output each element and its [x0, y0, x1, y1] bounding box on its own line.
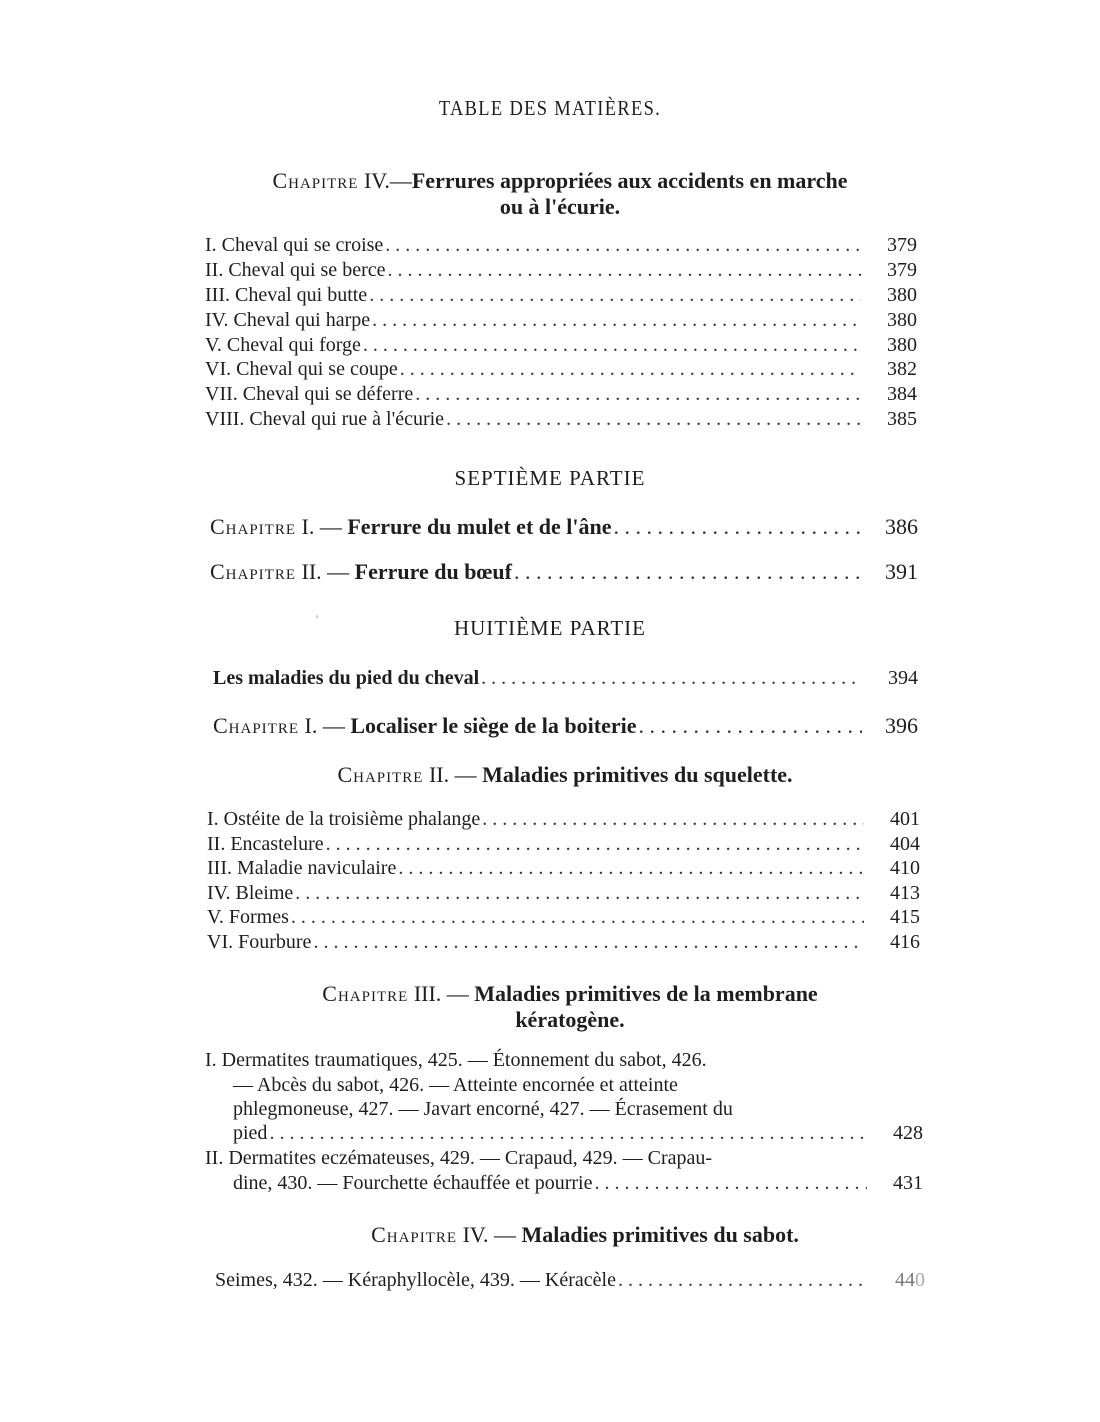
leader-dots	[387, 258, 861, 283]
chapter-numeral: IV. —	[462, 1222, 516, 1247]
chapter-prefix: Chapitre	[322, 981, 409, 1006]
leader-dots	[481, 666, 862, 691]
toc-entry[interactable]	[207, 905, 920, 930]
entry-label: V. Formes	[207, 906, 289, 928]
toc-entry	[233, 1171, 923, 1196]
entry-label: Chapitre I. — Localiser le siège de la boiterie	[213, 713, 637, 738]
leader-dots	[638, 714, 862, 739]
leader-dots	[372, 308, 861, 333]
chapter-prefix: Chapitre	[371, 1222, 458, 1247]
toc-entry[interactable]	[205, 407, 917, 432]
leader-dots	[313, 930, 864, 955]
entry-label: IV. Bleime	[207, 882, 294, 904]
leader-dots	[291, 905, 864, 930]
toc-entry[interactable]	[205, 333, 917, 358]
chapter-4-heading	[200, 168, 920, 220]
entry-label: Seimes, 432. — Kéraphyllocèle, 439. — Kéracèle	[215, 1269, 616, 1291]
chapter-title-cont: ou à l'écurie.	[499, 194, 621, 219]
entry-label: pied	[233, 1122, 268, 1144]
page-title: TABLE DES MATIÈRES.	[438, 96, 662, 120]
page-number: 396	[885, 713, 918, 738]
leader-dots	[269, 1121, 867, 1146]
page-number: 431	[893, 1172, 923, 1194]
leader-dots	[363, 333, 861, 358]
entry-label: VII. Cheval qui se déferre	[205, 383, 414, 405]
leader-dots	[385, 233, 861, 258]
page-number: 394	[888, 667, 918, 689]
page-number: 385	[887, 408, 917, 430]
entry-label: VIII. Cheval qui rue à l'écurie	[205, 408, 445, 430]
entry-text: I. Dermatites traumatiques, 425. — Étonnement du sabot, 426. — Abcès du sabot, 426. — Atteinte encornée et atteinte phlegmoneuse, 427. — Javart encorné, 427. — Écrasement du	[205, 1049, 733, 1120]
chapter-3-heading	[200, 981, 940, 1033]
entry-label: V. Cheval qui forge	[205, 334, 361, 356]
entry-label: VI. Fourbure	[207, 931, 312, 953]
page-number: 380	[887, 284, 917, 306]
toc-entry[interactable]	[207, 881, 920, 906]
chapter-4b-heading	[200, 1222, 970, 1248]
chapter-title-cont: kératogène.	[515, 1007, 625, 1032]
toc-entry[interactable]	[207, 856, 920, 881]
entry-label: dine, 430. — Fourchette échauffée et pourrie	[233, 1172, 593, 1194]
chapter-numeral: II. —	[428, 762, 477, 787]
chapter-title: Maladies primitives de la membrane	[474, 981, 818, 1006]
entry-label: Les maladies du pied du cheval	[213, 667, 480, 689]
page-number: 380	[887, 309, 917, 331]
chapter-title: Ferrures appropriées aux accidents en marche	[411, 168, 848, 193]
leader-dots	[618, 1268, 869, 1293]
leader-dots	[369, 283, 861, 308]
page-number: 401	[890, 808, 920, 830]
leader-dots	[398, 856, 864, 881]
chapter-prefix: Chapitre	[272, 168, 359, 193]
toc-entry[interactable]	[205, 382, 917, 407]
entry-text: II. Dermatites eczémateuses, 429. — Crapaud, 429. — Crapau-	[205, 1147, 713, 1169]
leader-dots	[446, 407, 861, 432]
chapter-prefix: Chapitre	[337, 762, 424, 787]
toc-entry[interactable]	[207, 832, 920, 857]
page-number: 416	[890, 931, 920, 953]
page-number: 380	[887, 334, 917, 356]
page-number: 382	[887, 358, 917, 380]
entry-label: III. Maladie naviculaire	[207, 857, 397, 879]
toc-entry[interactable]	[213, 714, 918, 739]
toc-entry[interactable]	[207, 807, 920, 832]
page-number: 440	[895, 1269, 925, 1291]
page-number: 428	[893, 1122, 923, 1144]
toc-entry[interactable]	[215, 1268, 925, 1293]
page-number: 413	[890, 882, 920, 904]
toc-entry	[233, 1121, 923, 1146]
toc-entry[interactable]	[205, 233, 917, 258]
print-speck: '	[316, 612, 319, 626]
page-number: 391	[885, 559, 918, 584]
page-number: 379	[887, 234, 917, 256]
entry-label: I. Ostéite de la troisième phalange	[207, 808, 481, 830]
toc-entry[interactable]	[210, 560, 918, 585]
part-8-heading: HUITIÈME PARTIE	[453, 616, 647, 640]
toc-entry[interactable]	[210, 515, 918, 540]
page-number: 410	[890, 857, 920, 879]
part-7-heading: SEPTIÈME PARTIE	[454, 466, 646, 490]
toc-entry[interactable]	[205, 357, 917, 382]
entry-label: II. Cheval qui se berce	[205, 259, 386, 281]
chapter-numeral: IV.—	[363, 168, 412, 193]
chapter-2-heading	[200, 762, 930, 788]
leader-dots	[614, 515, 863, 540]
toc-entry[interactable]	[205, 308, 917, 333]
entry-label: II. Encastelure	[207, 833, 324, 855]
toc-entry[interactable]	[205, 258, 917, 283]
leader-dots	[295, 881, 864, 906]
entry-label: I. Cheval qui se croise	[205, 234, 384, 256]
toc-entry[interactable]	[207, 930, 920, 955]
chapter-title: Maladies primitives du squelette.	[482, 762, 793, 787]
page-number: 386	[885, 514, 918, 539]
entry-label: Chapitre II. — Ferrure du bœuf	[210, 559, 512, 584]
leader-dots	[482, 807, 864, 832]
entry-label: III. Cheval qui butte	[205, 284, 368, 306]
page-number: 384	[887, 383, 917, 405]
page-number: 404	[890, 833, 920, 855]
leader-dots	[595, 1171, 868, 1196]
leader-dots	[400, 357, 861, 382]
entry-label: Chapitre I. — Ferrure du mulet et de l'âne	[210, 514, 612, 539]
leader-dots	[514, 560, 862, 585]
page-number: 379	[887, 259, 917, 281]
chapter-title: Maladies primitives du sabot.	[521, 1222, 799, 1247]
page-number: 415	[890, 906, 920, 928]
toc-entry[interactable]	[213, 666, 918, 691]
entry-label: IV. Cheval qui harpe	[205, 309, 371, 331]
leader-dots	[415, 382, 861, 407]
chapter-numeral: III. —	[413, 981, 469, 1006]
entry-label: VI. Cheval qui se coupe	[205, 358, 398, 380]
leader-dots	[326, 832, 864, 857]
toc-entry[interactable]	[205, 283, 917, 308]
